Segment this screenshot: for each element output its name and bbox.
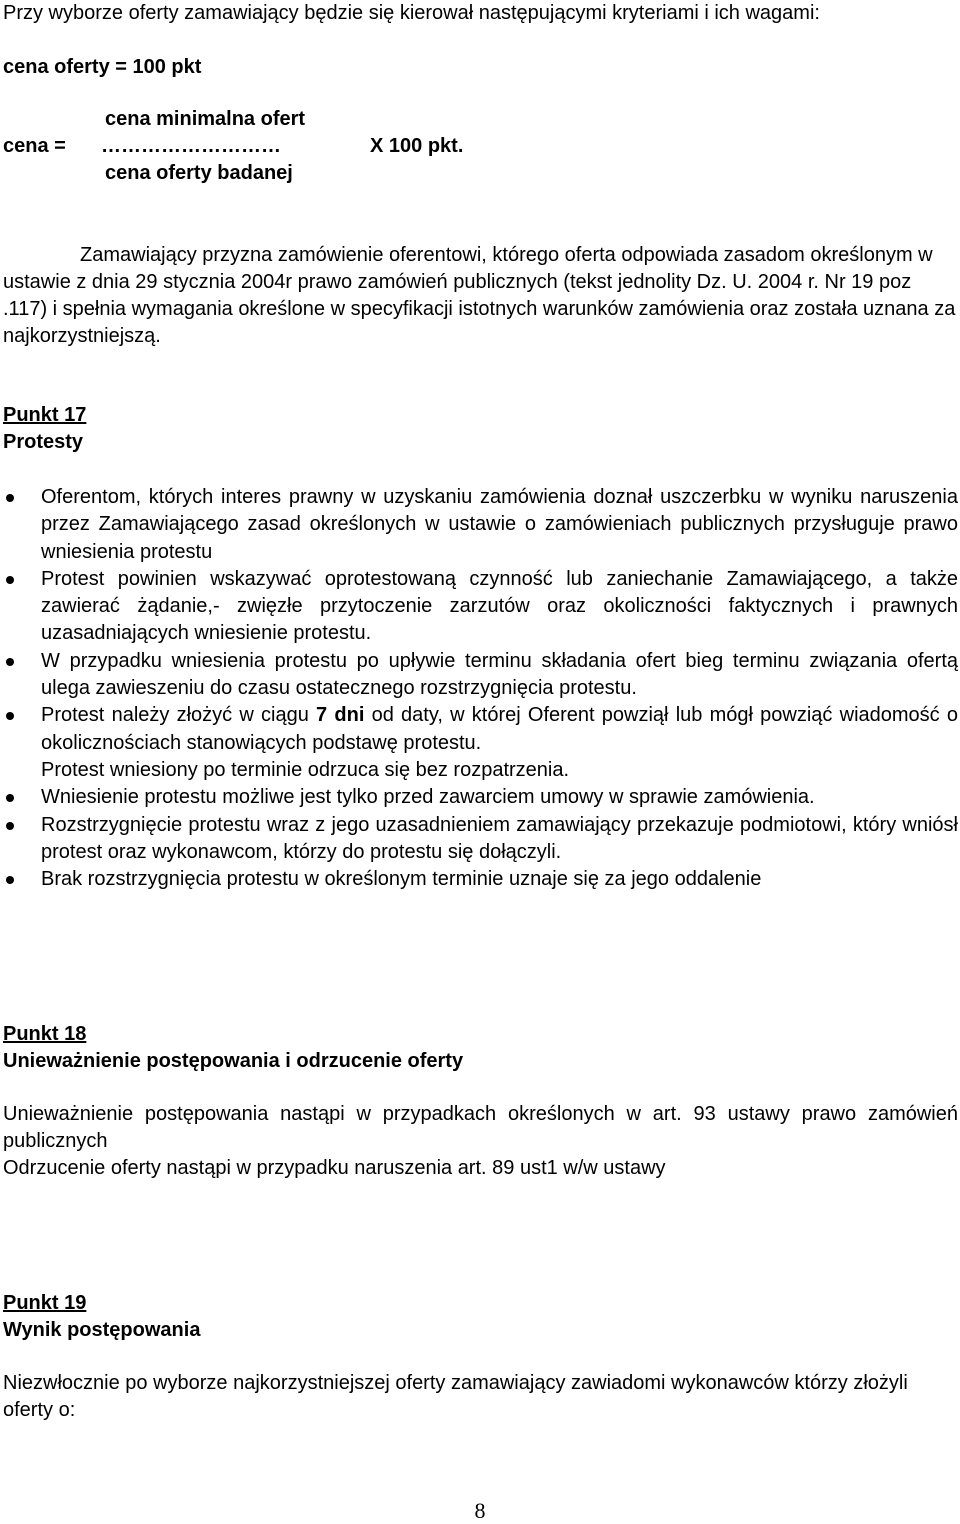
bullet-icon [6, 822, 14, 830]
price-weight: cena oferty = 100 pkt [3, 56, 202, 78]
list-item: Rozstrzygnięcie protestu wraz z jego uzasadnieniem zamawiający przekazuje podmiotowi, który wniósł protest oraz wykonawcom, którzy do protestu się dołączyli. [0, 812, 958, 867]
section-number-18: Punkt 18 [3, 1023, 87, 1045]
section-title-uniewaznienie: Unieważnienie postępowania i odrzucenie oferty [3, 1050, 464, 1072]
bullet-icon [6, 712, 14, 720]
formula-multiplier: X 100 pkt. [370, 135, 464, 157]
page-number: 8 [474, 1498, 486, 1523]
bullet-icon [6, 794, 14, 802]
rejection-paragraph: Odrzucenie oferty nastąpi w przypadku naruszenia art. 89 ust1 w/w ustawy [3, 1157, 666, 1179]
formula-fraction-bar: ……………………… [101, 135, 281, 157]
list-item: W przypadku wniesienia protestu po upływie terminu składania ofert bieg terminu związania ofertą ulega zawieszeniu do czasu ostatecznego rozstrzygnięcia protestu. [0, 648, 958, 703]
list-item: Protest należy złożyć w ciągu 7 dni od daty, w której Oferent powziął lub mógł powziąć wiadomość o okolicznościach stanowiących podstawę protestu. Protest wniesiony po terminie odrzuca się bez rozpatrzenia. [0, 702, 958, 784]
section-number-19: Punkt 19 [3, 1292, 87, 1314]
bullet-icon [6, 658, 14, 666]
result-paragraph: Niezwłocznie po wyborze najkorzystniejszej oferty zamawiający zawiadomi wykonawców którzy złożyli oferty o: [3, 1372, 908, 1421]
formula-numerator: cena minimalna ofert [105, 108, 306, 130]
section-title-wynik: Wynik postępowania [3, 1319, 201, 1341]
bullet-icon [6, 876, 14, 884]
award-paragraph: Zamawiający przyzna zamówienie oferentowi, którego oferta odpowiada zasadom określonym w ustawie z dnia 29 stycznia 2004r prawo zamówień publicznych (tekst jednolity Dz. U. 2004 r. Nr 19 poz .117) i spełnia wymagania określone w specyfikacji istotnych warunków zamówienia oraz została uznana za najkorzystniejszą. [3, 244, 956, 347]
formula-lhs: cena = [3, 135, 66, 157]
formula-denominator: cena oferty badanej [105, 162, 293, 184]
section-title-protesty: Protesty [3, 431, 84, 453]
cancellation-paragraph: Unieważnienie postępowania nastąpi w przypadkach określonych w art. 93 ustawy prawo zamówień publicznych [3, 1103, 958, 1152]
list-item: Brak rozstrzygnięcia protestu w określonym terminie uznaje się za jego oddalenie [0, 866, 958, 893]
deadline-days: 7 dni [316, 704, 365, 727]
list-item: Wniesienie protestu możliwe jest tylko przed zawarciem umowy w sprawie zamówienia. [0, 784, 958, 811]
protest-list [0, 484, 958, 893]
list-item: Oferentom, których interes prawny w uzyskaniu zamówienia doznał uszczerbku w wyniku naruszenia przez Zamawiającego zasad określonych w ustawie o zamówieniach publicznych przysługuje prawo wniesienia protestu [0, 484, 958, 566]
criteria-intro: Przy wyborze oferty zamawiający będzie się kierował następującymi kryteriami i ich wagami: [3, 2, 820, 24]
list-item: Protest powinien wskazywać oprotestowaną czynność lub zaniechanie Zamawiającego, a także zawierać żądanie,- zwięzłe przytoczenie zarzutów oraz okoliczności faktycznych i prawnych uzasadniających wniesienie protestu. [0, 566, 958, 648]
section-number-17: Punkt 17 [3, 404, 87, 426]
bullet-icon [6, 494, 14, 502]
bullet-icon [6, 576, 14, 584]
